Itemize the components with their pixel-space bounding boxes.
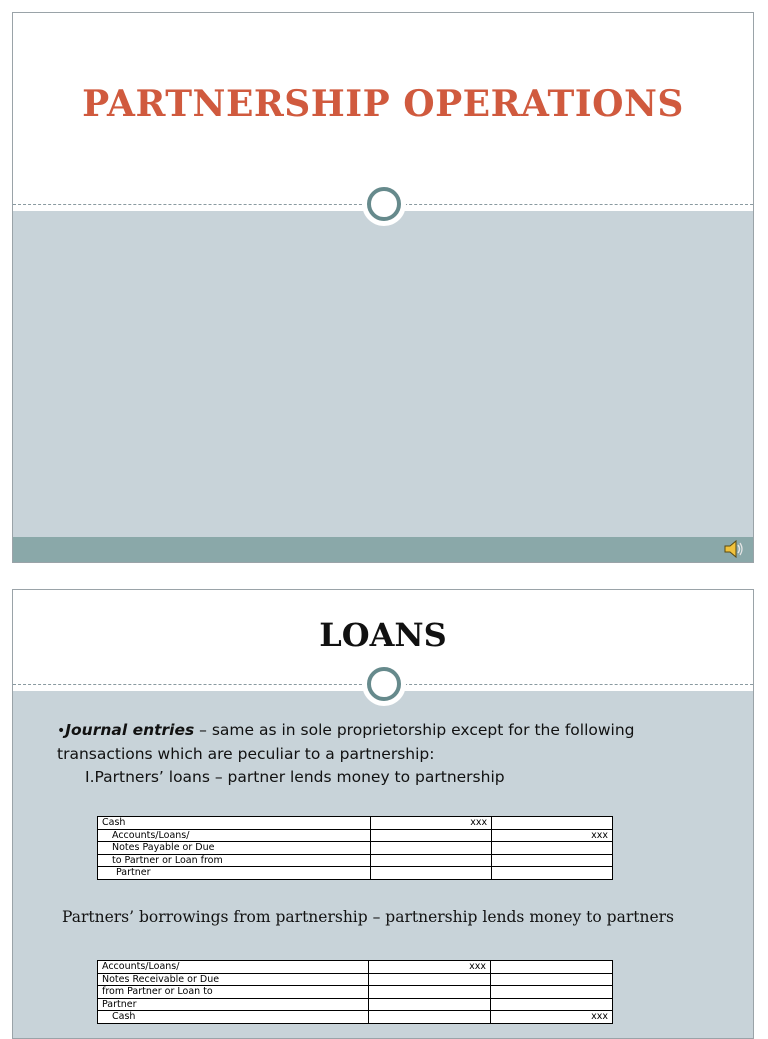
slide-loans: [12, 589, 754, 1039]
slide-title: LOANS: [319, 616, 447, 654]
speaker-icon[interactable]: [723, 538, 745, 560]
credit-cell: [490, 961, 612, 974]
journal-entry-table-1: [97, 816, 613, 880]
content-panel: [13, 211, 753, 537]
journal-entry-table-2: [97, 960, 613, 1024]
credit-cell: [492, 867, 613, 880]
account-cell: Accounts/Loans/: [98, 961, 369, 974]
bullet-icon: •: [57, 723, 66, 739]
credit-cell: [490, 998, 612, 1011]
bullet-text: – same as in sole proprietorship except for the following transactions which are peculiar to a partnership:: [57, 721, 635, 763]
table-row: [98, 817, 613, 830]
slide-title-partnership: [12, 12, 754, 563]
debit-cell: [371, 854, 492, 867]
debit-cell: [368, 1011, 490, 1024]
table-row: [98, 829, 613, 842]
table-row: [98, 986, 613, 999]
account-cell: Partner: [98, 998, 369, 1011]
credit-cell: [490, 986, 612, 999]
account-cell: Cash: [98, 1011, 369, 1024]
credit-cell: [492, 817, 613, 830]
footer-band: [13, 537, 753, 563]
item-partners-borrowings: Partners’ borrowings from partnership – partnership lends money to partners: [62, 908, 674, 926]
account-cell: to Partner or Loan from: [98, 854, 371, 867]
debit-cell: [368, 998, 490, 1011]
account-cell: Accounts/Loans/: [98, 829, 371, 842]
credit-cell: [490, 973, 612, 986]
circle-ornament: [362, 662, 406, 706]
debit-cell: [371, 842, 492, 855]
table-row: [98, 867, 613, 880]
debit-cell: [368, 986, 490, 999]
credit-cell: [492, 842, 613, 855]
table-row: [98, 961, 613, 974]
bullet-emphasis: Journal entries: [65, 721, 195, 739]
table-row: [98, 973, 613, 986]
credit-cell: xxx: [490, 1011, 612, 1024]
debit-cell: xxx: [368, 961, 490, 974]
debit-cell: [371, 829, 492, 842]
circle-ornament: [362, 182, 406, 226]
debit-cell: [368, 973, 490, 986]
debit-cell: xxx: [371, 817, 492, 830]
table-row: [98, 1011, 613, 1024]
table-row: [98, 854, 613, 867]
table-row: [98, 842, 613, 855]
account-cell: from Partner or Loan to: [98, 986, 369, 999]
bullet-journal-entries: [57, 719, 723, 789]
item-partners-loans: I.Partners’ loans – partner lends money to partnership: [85, 768, 505, 786]
credit-cell: [492, 854, 613, 867]
account-cell: Notes Receivable or Due: [98, 973, 369, 986]
slide-title: PARTNERSHIP OPERATIONS: [82, 83, 684, 125]
debit-cell: [371, 867, 492, 880]
account-cell: Partner: [98, 867, 371, 880]
table-row: [98, 998, 613, 1011]
credit-cell: xxx: [492, 829, 613, 842]
account-cell: Notes Payable or Due: [98, 842, 371, 855]
account-cell: Cash: [98, 817, 371, 830]
